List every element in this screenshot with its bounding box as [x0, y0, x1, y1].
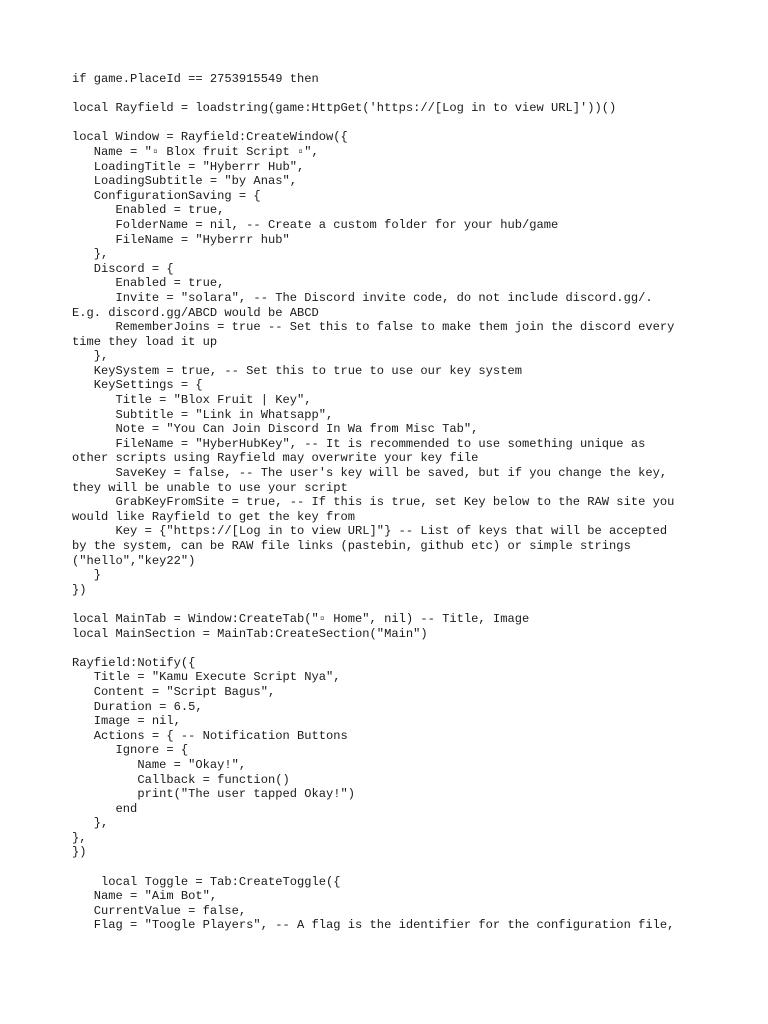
- code-line: ("hello","key22"): [72, 553, 196, 568]
- code-line: Key = {"https://[Log in to view URL]"} -- List of keys that will be accepted: [72, 524, 668, 539]
- code-line: Image = nil,: [72, 714, 181, 729]
- code-line: SaveKey = false, -- The user's key will be saved, but if you change the key,: [72, 466, 668, 481]
- code-line: would like Rayfield to get the key from: [72, 509, 356, 524]
- code-block: [72, 72, 702, 933]
- code-line: E.g. discord.gg/ABCD would be ABCD: [72, 305, 319, 320]
- code-line: other scripts using Rayfield may overwrite your key file: [72, 451, 479, 466]
- code-line: [72, 641, 702, 656]
- code-line: [72, 116, 702, 131]
- code-line: [72, 87, 702, 102]
- code-line: RememberJoins = true -- Set this to false to make them join the discord every: [72, 320, 675, 335]
- code-line: local Rayfield = loadstring(game:HttpGet('https://[Log in to view URL]'))(): [72, 101, 617, 116]
- code-line: Title = "Kamu Execute Script Nya",: [72, 670, 341, 685]
- code-line: }: [72, 568, 102, 583]
- code-line: KeySystem = true, -- Set this to true to use our key system: [72, 363, 522, 378]
- code-line: print("The user tapped Okay!"): [72, 787, 356, 802]
- code-line: Content = "Script Bagus",: [72, 684, 276, 699]
- code-line: Name = "Aim Bot",: [72, 889, 218, 904]
- code-line: by the system, can be RAW file links (pastebin, github etc) or simple strings: [72, 539, 631, 553]
- code-line: Ignore = {: [72, 743, 189, 758]
- code-line: },: [72, 816, 109, 831]
- code-line: FileName = "Hyberrr hub": [72, 232, 290, 247]
- code-line: [72, 860, 702, 875]
- code-line: KeySettings = {: [72, 378, 203, 393]
- code-line: local MainSection = MainTab:CreateSection("Main"): [72, 626, 428, 641]
- code-line: time they load it up: [72, 334, 218, 349]
- code-line: local Toggle = Tab:CreateToggle({: [72, 874, 341, 889]
- code-line: end: [72, 801, 138, 816]
- code-line: local MainTab = Window:CreateTab("▫ Home", nil) -- Title, Image: [72, 611, 530, 626]
- code-line: Duration = 6.5,: [72, 699, 203, 714]
- code-line: },: [72, 247, 109, 262]
- code-line: ConfigurationSaving = {: [72, 188, 261, 203]
- code-line: Title = "Blox Fruit | Key",: [72, 393, 312, 408]
- code-line: GrabKeyFromSite = true, -- If this is true, set Key below to the RAW site you: [72, 495, 675, 510]
- code-line: Callback = function(): [72, 772, 290, 787]
- code-line: Enabled = true,: [72, 203, 225, 218]
- code-line: Invite = "solara", -- The Discord invite code, do not include discord.gg/.: [72, 290, 653, 305]
- code-line: FolderName = nil, -- Create a custom folder for your hub/game: [72, 217, 559, 232]
- code-line: Enabled = true,: [72, 276, 225, 291]
- code-line: Note = "You Can Join Discord In Wa from Misc Tab",: [72, 422, 479, 437]
- code-line: they will be unable to use your script: [72, 480, 348, 495]
- code-line: }): [72, 582, 87, 597]
- code-line: Name = "▫ Blox fruit Script ▫",: [72, 144, 319, 159]
- code-line: Name = "Okay!",: [72, 757, 247, 772]
- code-line: }): [72, 845, 87, 860]
- code-line: Actions = { -- Notification Buttons: [72, 728, 348, 743]
- code-line: },: [72, 349, 109, 364]
- code-line: [72, 597, 702, 612]
- code-line: if game.PlaceId == 2753915549 then: [72, 72, 319, 86]
- code-line: Discord = {: [72, 261, 174, 276]
- code-line: LoadingSubtitle = "by Anas",: [72, 174, 297, 189]
- code-line: local Window = Rayfield:CreateWindow({: [72, 130, 348, 145]
- code-line: LoadingTitle = "Hyberrr Hub",: [72, 159, 305, 174]
- code-line: FileName = "HyberHubKey", -- It is recommended to use something unique as: [72, 436, 646, 451]
- code-line: Rayfield:Notify({: [72, 655, 196, 670]
- document-page: [72, 72, 702, 933]
- code-line: Flag = "Toogle Players", -- A flag is the identifier for the configuration file,: [72, 918, 675, 933]
- code-line: },: [72, 830, 87, 845]
- code-line: Subtitle = "Link in Whatsapp",: [72, 407, 334, 422]
- code-line: CurrentValue = false,: [72, 903, 247, 918]
